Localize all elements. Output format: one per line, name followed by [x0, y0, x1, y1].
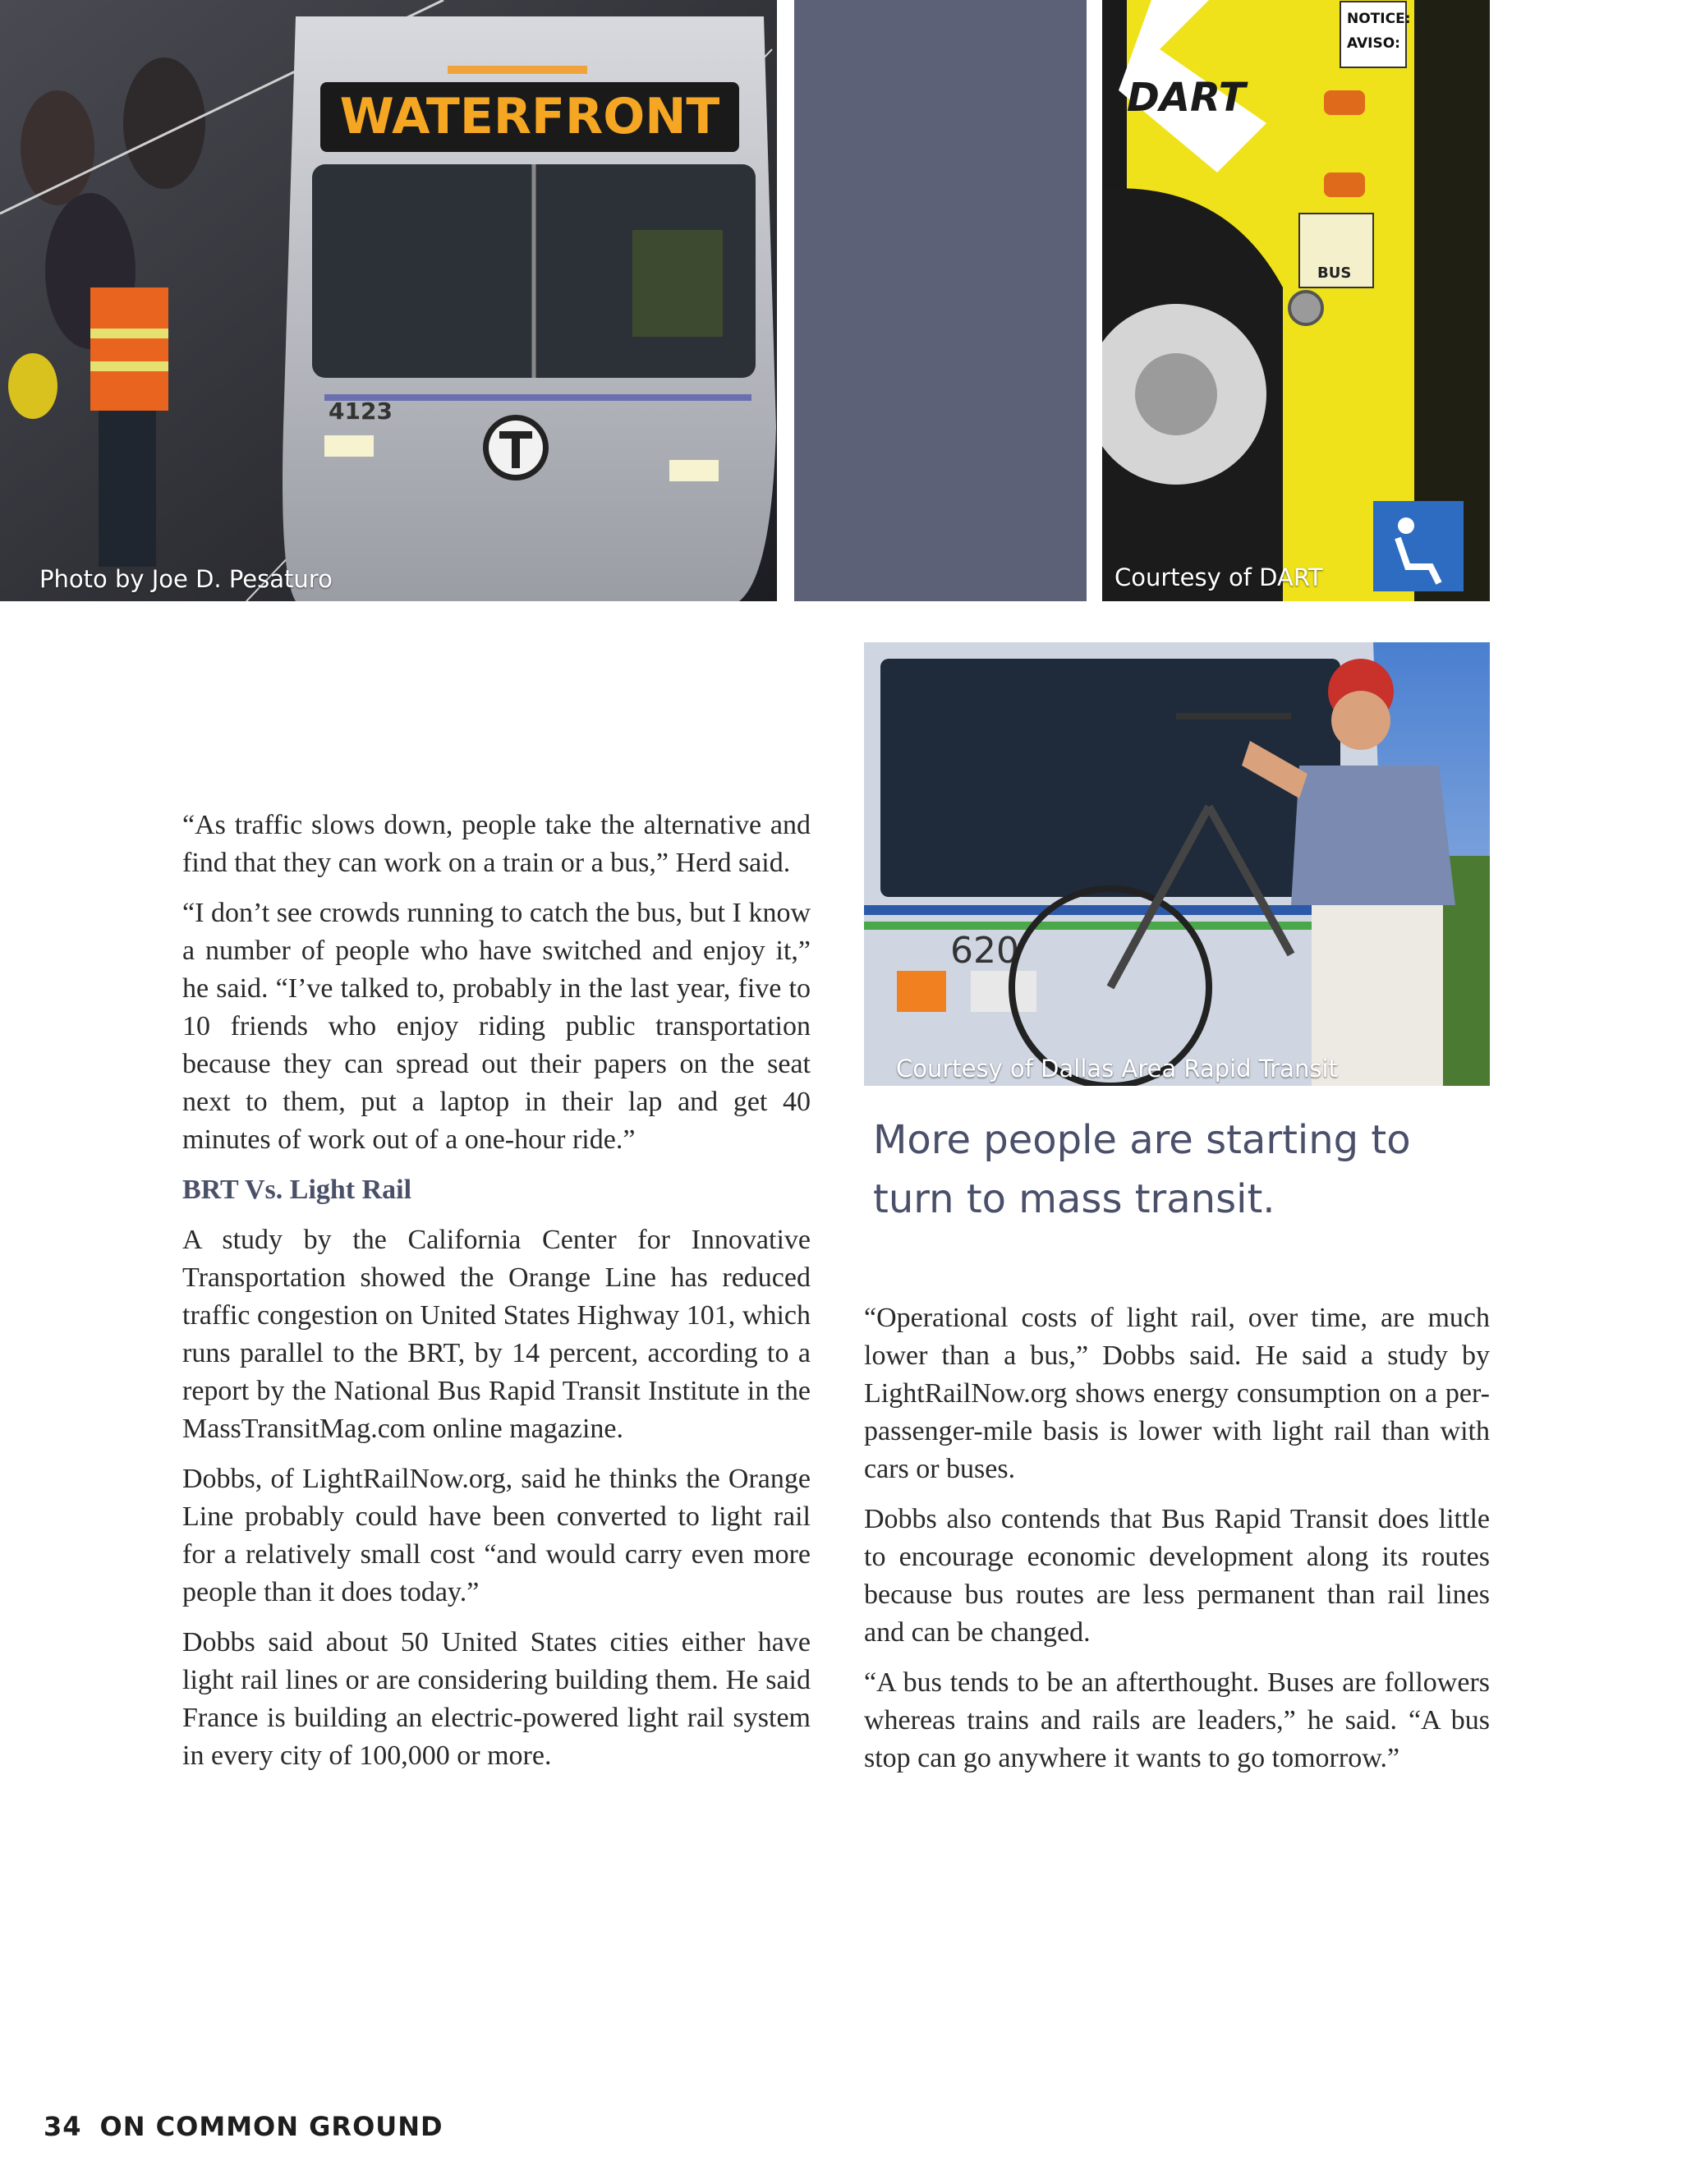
article-paragraph: Dobbs, of LightRailNow.org, said he thinks the Orange Line probably could have been converted to light rail for a relatively small cost “and would carry even more people than it does today.” [182, 1464, 811, 1607]
dart-bus-photo [1102, 0, 1490, 601]
article-paragraph: “As traffic slows down, people take the alternative and find that they can work on a train or a bus,” Herd said. [182, 810, 811, 878]
waterfront-bus-illustration [0, 0, 777, 601]
bike-bus-number: 620 [950, 930, 1019, 972]
dart-bus-illustration [1102, 0, 1490, 601]
article-paragraph: “A bus tends to be an afterthought. Buses are followers whereas trains and rails are leaders,” he said. “A bus stop can go anywhere it wants to go tomorrow.” [864, 1667, 1490, 1773]
page-footer [44, 2111, 443, 2142]
color-block [794, 0, 1087, 601]
article-paragraph: “I don’t see crowds running to catch the bus, but I know a number of people who have switched and enjoy it,” he said. “I’ve talked to, probably in the last year, five to 10 friends who enjoy riding public transportation because they can spread out their papers on the seat next to them, put a laptop in their lap and get 40 minutes of work out of a one-hour ride.” [182, 898, 811, 1155]
bike-rack-illustration [864, 642, 1490, 1086]
article-paragraph: Dobbs also contends that Bus Rapid Transit does little to encourage economic development along its routes because bus routes are less permanent than rail lines and can be changed. [864, 1504, 1490, 1648]
bike-rack-photo [864, 642, 1490, 1086]
article-paragraph: A study by the California Center for Innovative Transportation showed the Orange Line has reduced traffic congestion on United States Highway 101, which runs parallel to the BRT, by 14 percent, according to a report by the National Bus Rapid Transit Institute in the MassTransitMag.com online magazine. [182, 1225, 811, 1444]
notice-sign: NOTICE: [1347, 11, 1411, 27]
right-article-column [864, 1299, 1490, 1790]
bus-destination-sign: WATERFRONT [339, 88, 720, 145]
bus-number: 4123 [329, 398, 393, 425]
publication-name: ON COMMON GROUND [99, 2111, 443, 2142]
page-number: 34 [44, 2111, 82, 2142]
pull-quote: More people are starting to turn to mass transit. [873, 1117, 1411, 1222]
dart-logo: DART [1127, 75, 1246, 121]
bus-label: BUS [1317, 264, 1352, 282]
article-paragraph: “Operational costs of light rail, over time, are much lower than a bus,” Dobbs said. He said a study by LightRailNow.org shows energy consumption on a per-passenger-mile basis is lower with light rail than with cars or buses. [864, 1303, 1490, 1484]
section-subheading: BRT Vs. Light Rail [182, 1175, 412, 1205]
photo-credit-caption: Courtesy of Dallas Area Rapid Transit [896, 1055, 1338, 1083]
photo-credit-caption: Courtesy of DART [1114, 563, 1323, 591]
left-article-column [182, 807, 811, 1787]
waterfront-bus-photo [0, 0, 777, 601]
article-paragraph: Dobbs said about 50 United States cities either have light rail lines or are considering building them. He said France is building an electric-powered light rail system in every city of 100,000 or more. [182, 1627, 811, 1771]
photo-credit-caption: Photo by Joe D. Pesaturo [39, 565, 333, 593]
aviso-sign: AVISO: [1347, 35, 1400, 52]
